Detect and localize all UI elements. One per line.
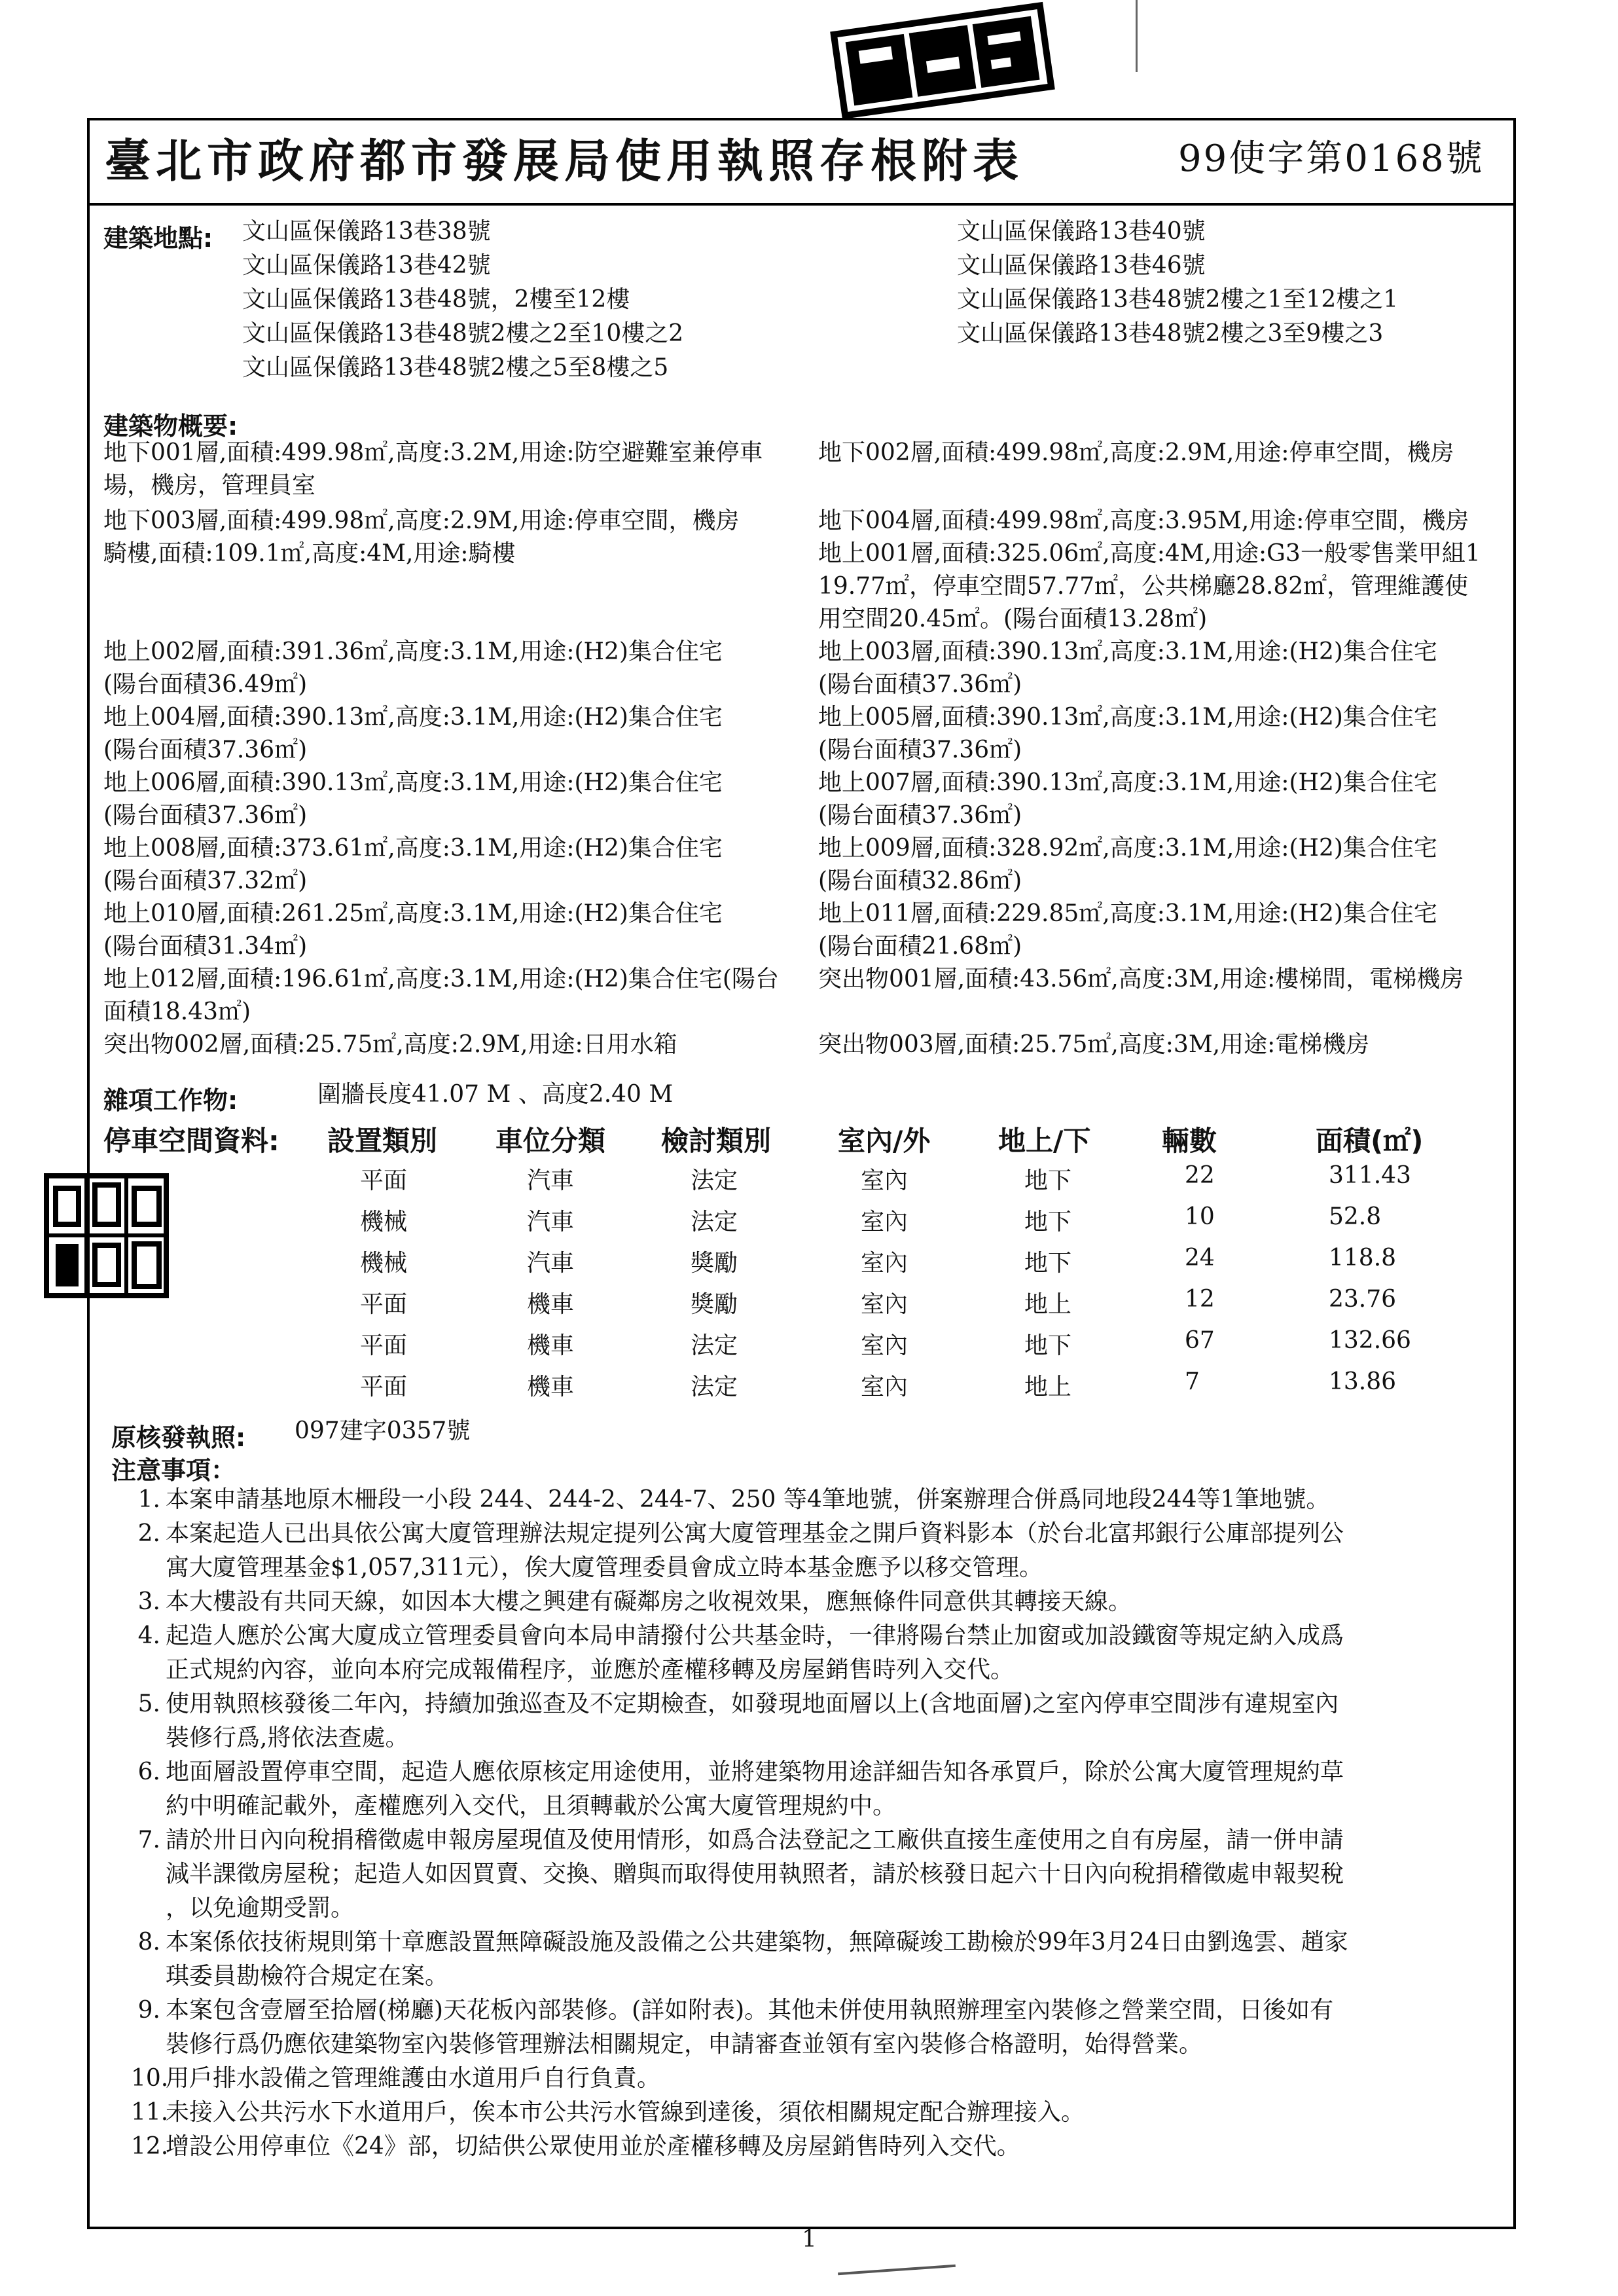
note-text-line: 未接入公共污水下水道用戶，俟本市公共污水管線到達後，須依相關規定配合辦理接入。	[166, 2099, 1085, 2126]
parking-cell-area: 311.43	[1329, 1162, 1411, 1189]
parking-cell-indoor: 室內	[861, 1374, 908, 1400]
parking-cell-review: 法定	[691, 1332, 738, 1359]
note-text-line: 裝修行爲仍應依建築物室內裝修管理辦法相關規定，申請審查並領有室內裝修合格證明，始得營業。	[166, 2031, 1203, 2058]
note-text-line: 裝修行爲,將依法查處。	[166, 1724, 409, 1751]
parking-cell-review: 法定	[691, 1167, 738, 1194]
note-text-line: 減半課徵房屋稅；起造人如因買賣、交換、贈與而取得使用執照者，請於核發日起六十日內向稅捐稽徵處申報契稅	[166, 1861, 1344, 1887]
page-title: 臺北市政府都市發展局使用執照存根附表	[105, 134, 1024, 188]
overview-right-line: 突出物001層,面積:43.56㎡,高度:3M,用途:樓梯間，電梯機房	[818, 966, 1464, 993]
parking-cell-indoor: 室內	[861, 1209, 908, 1235]
permit-number: 99使字第0168號	[1178, 137, 1484, 180]
note-item	[131, 2096, 1512, 2130]
overview-left-line: 地下001層,面積:499.98㎡,高度:3.2M,用途:防空避難室兼停車	[103, 439, 763, 466]
seal-stamp-top	[829, 0, 1056, 122]
overview-left-line: 地下003層,面積:499.98㎡,高度:2.9M,用途:停車空間，機房	[103, 507, 740, 534]
note-item	[131, 1687, 1512, 1755]
overview-left-line: 地上006層,面積:390.13㎡,高度:3.1M,用途:(H2)集合住宅	[103, 769, 723, 796]
parking-header-setup: 設置類別	[327, 1125, 438, 1157]
parking-cell-area: 13.86	[1329, 1368, 1397, 1395]
seal-stamp-left	[43, 1172, 170, 1300]
note-number: 8.	[137, 1929, 160, 1956]
parking-cell-level: 地下	[1024, 1167, 1072, 1194]
parking-cell-setup: 機械	[360, 1250, 408, 1277]
parking-cell-setup: 平面	[360, 1291, 408, 1318]
parking-cell-vehicle: 機車	[527, 1332, 575, 1359]
note-text-line: 本案包含壹層至拾層(梯廳)天花板內部裝修。(詳如附表)。其他未併使用執照辦理室內裝修之營業空間，日後如有	[166, 1997, 1334, 2024]
overview-left-line: 面積18.43㎡)	[103, 998, 251, 1025]
location-label: 建築地點:	[103, 224, 213, 253]
overview-left-line: (陽台面積37.32㎡)	[103, 867, 308, 894]
parking-header-count: 輛數	[1162, 1125, 1217, 1157]
note-text-line: 本案係依技術規則第十章應設置無障礙設施及設備之公共建築物，無障礙竣工勘檢於99年3月24日由劉逸雲、趙家	[166, 1929, 1348, 1956]
location-right-3: 文山區保儀路13巷48號2樓之1至12樓之1	[957, 286, 1399, 313]
parking-cell-area: 23.76	[1329, 1286, 1397, 1313]
parking-cell-count: 22	[1185, 1162, 1215, 1189]
note-number: 6.	[137, 1758, 160, 1785]
note-item	[131, 1585, 1512, 1619]
note-text-line: 本大樓設有共同天線，如因本大樓之興建有礙鄰房之收視效果，應無條件同意供其轉接天線。	[166, 1588, 1132, 1615]
overview-right-line: 地下004層,面積:499.98㎡,高度:3.95M,用途:停車空間，機房	[818, 507, 1469, 534]
overview-right-line: 地上003層,面積:390.13㎡,高度:3.1M,用途:(H2)集合住宅	[818, 638, 1437, 665]
parking-cell-indoor: 室內	[861, 1250, 908, 1277]
parking-cell-indoor: 室內	[861, 1167, 908, 1194]
overview-right-line: 地上007層,面積:390.13㎡,高度:3.1M,用途:(H2)集合住宅	[818, 769, 1437, 796]
parking-cell-level: 地上	[1024, 1291, 1072, 1318]
parking-cell-review: 法定	[691, 1374, 738, 1400]
note-text-line: 地面層設置停車空間，起造人應依原核定用途使用，並將建築物用途詳細告知各承買戶，除於公寓大廈管理規約草	[166, 1758, 1344, 1785]
parking-cell-setup: 平面	[360, 1167, 408, 1194]
overview-right-line: 地上005層,面積:390.13㎡,高度:3.1M,用途:(H2)集合住宅	[818, 704, 1437, 731]
note-text-line: 正式規約內容，並向本府完成報備程序，並應於產權移轉及房屋銷售時列入交代。	[166, 1656, 1015, 1683]
parking-header-vehicle: 車位分類	[495, 1125, 606, 1157]
overview-left-line: (陽台面積37.36㎡)	[103, 737, 308, 763]
overview-right-line: (陽台面積21.68㎡)	[818, 933, 1022, 960]
note-item	[131, 1994, 1512, 2062]
note-number: 11.	[131, 2099, 169, 2126]
parking-cell-count: 10	[1185, 1203, 1215, 1230]
location-left-5: 文山區保儀路13巷48號2樓之5至8樓之5	[242, 354, 669, 381]
note-text-line: 本案起造人已出具依公寓大廈管理辦法規定提列公寓大廈管理基金之開戶資料影本（於台北富邦銀行公庫部提列公	[166, 1520, 1344, 1547]
misc-works-label: 雜項工作物:	[103, 1086, 238, 1115]
overview-left-line: 地上008層,面積:373.61㎡,高度:3.1M,用途:(H2)集合住宅	[103, 835, 723, 862]
note-text-line: 約中明確記載外，產權應列入交代，且須轉載於公寓大廈管理規約中。	[166, 1793, 897, 1819]
note-number: 3.	[137, 1588, 160, 1615]
overview-left-line: 場，機房，管理員室	[103, 472, 316, 499]
parking-cell-vehicle: 機車	[527, 1374, 575, 1400]
parking-cell-count: 24	[1185, 1245, 1215, 1271]
original-permit-label: 原核發執照:	[111, 1423, 246, 1452]
note-text-line: 用戶排水設備之管理維護由水道用戶自行負責。	[166, 2065, 661, 2092]
overview-right-line: 地下002層,面積:499.98㎡,高度:2.9M,用途:停車空間，機房	[818, 439, 1454, 466]
parking-cell-vehicle: 汽車	[527, 1167, 575, 1194]
location-left-3: 文山區保儀路13巷48號，2樓至12樓	[242, 286, 630, 313]
note-text-line: 使用執照核發後二年內，持續加強巡查及不定期檢查，如發現地面層以上(含地面層)之室內停車空間涉有違規室內	[166, 1690, 1339, 1717]
overview-left-line: 地上002層,面積:391.36㎡,高度:3.1M,用途:(H2)集合住宅	[103, 638, 723, 665]
overview-left-line: (陽台面積36.49㎡)	[103, 671, 308, 698]
overview-left-line: 突出物002層,面積:25.75㎡,高度:2.9M,用途:日用水箱	[103, 1031, 677, 1058]
note-item	[131, 1619, 1512, 1687]
note-text-line: 寓大廈管理基金$1,057,311元），俟大廈管理委員會成立時本基金應予以移交管理。	[166, 1554, 1043, 1581]
location-left-4: 文山區保儀路13巷48號2樓之2至10樓之2	[242, 320, 684, 347]
overview-right-line: 地上001層,面積:325.06㎡,高度:4M,用途:G3一般零售業甲組1	[818, 540, 1481, 567]
overview-right-line: (陽台面積32.86㎡)	[818, 867, 1022, 894]
parking-header-area: 面積(㎡)	[1316, 1125, 1424, 1157]
overview-right-line: (陽台面積37.36㎡)	[818, 671, 1022, 698]
location-right-2: 文山區保儀路13巷46號	[957, 252, 1206, 279]
parking-header-level: 地上/下	[998, 1125, 1091, 1157]
parking-cell-review: 獎勵	[691, 1291, 738, 1318]
parking-cell-indoor: 室內	[861, 1291, 908, 1318]
parking-cell-area: 132.66	[1329, 1327, 1411, 1354]
note-item	[131, 1517, 1512, 1585]
parking-cell-vehicle: 汽車	[527, 1250, 575, 1277]
parking-cell-setup: 機械	[360, 1209, 408, 1235]
note-item	[131, 1755, 1512, 1823]
parking-cell-count: 7	[1185, 1368, 1200, 1395]
overview-left-line: (陽台面積31.34㎡)	[103, 933, 308, 960]
overview-left-line: (陽台面積37.36㎡)	[103, 802, 308, 829]
note-number: 12.	[131, 2133, 169, 2160]
note-item	[131, 2062, 1512, 2096]
overview-label: 建築物概要:	[103, 412, 238, 441]
parking-cell-level: 地下	[1024, 1209, 1072, 1235]
scan-mark	[1136, 0, 1138, 72]
overview-right-line: 地上011層,面積:229.85㎡,高度:3.1M,用途:(H2)集合住宅	[818, 900, 1437, 927]
note-number: 5.	[137, 1690, 160, 1717]
parking-cell-level: 地下	[1024, 1250, 1072, 1277]
parking-header-review: 檢討類別	[661, 1125, 772, 1157]
note-number: 1.	[137, 1486, 160, 1513]
overview-right-line: (陽台面積37.36㎡)	[818, 737, 1022, 763]
title-divider	[87, 203, 1516, 206]
note-item	[131, 1823, 1512, 1925]
parking-cell-setup: 平面	[360, 1374, 408, 1400]
note-text-line: 琪委員勘檢符合規定在案。	[166, 1963, 449, 1990]
location-right-4: 文山區保儀路13巷48號2樓之3至9樓之3	[957, 320, 1384, 347]
scan-mark-bottom	[838, 2265, 956, 2276]
note-item	[131, 1925, 1512, 1994]
parking-cell-indoor: 室內	[861, 1332, 908, 1359]
overview-right-line: 19.77㎡，停車空間57.77㎡，公共梯廳28.82㎡，管理維護使	[818, 573, 1469, 600]
note-text-line: 增設公用停車位《24》部，切結供公眾使用並於產權移轉及房屋銷售時列入交代。	[166, 2133, 1020, 2160]
parking-cell-setup: 平面	[360, 1332, 408, 1359]
location-left-2: 文山區保儀路13巷42號	[242, 252, 491, 279]
overview-left-line: 地上012層,面積:196.61㎡,高度:3.1M,用途:(H2)集合住宅(陽台	[103, 966, 779, 993]
note-text-line: 本案申請基地原木柵段一小段 244、244-2、244-7、250 等4筆地號，併案辦理合併爲同地段244等1筆地號。	[166, 1486, 1330, 1513]
note-item	[131, 1483, 1512, 1517]
parking-cell-vehicle: 汽車	[527, 1209, 575, 1235]
note-number: 7.	[137, 1827, 160, 1853]
parking-cell-count: 12	[1185, 1286, 1215, 1313]
note-text-line: ，以免逾期受罰。	[166, 1895, 355, 1922]
note-number: 10.	[131, 2065, 169, 2092]
original-permit-value: 097建字0357號	[295, 1417, 471, 1444]
page-number: 1	[802, 2226, 817, 2253]
overview-right-line: 地上009層,面積:328.92㎡,高度:3.1M,用途:(H2)集合住宅	[818, 835, 1437, 862]
location-left-1: 文山區保儀路13巷38號	[242, 218, 491, 245]
parking-cell-level: 地下	[1024, 1332, 1072, 1359]
parking-cell-vehicle: 機車	[527, 1291, 575, 1318]
parking-cell-review: 法定	[691, 1209, 738, 1235]
overview-right-line: 用空間20.45㎡。(陽台面積13.28㎡)	[818, 606, 1208, 632]
overview-right-line: 突出物003層,面積:25.75㎡,高度:3M,用途:電梯機房	[818, 1031, 1370, 1058]
parking-cell-area: 52.8	[1329, 1203, 1382, 1230]
overview-right-line: (陽台面積37.36㎡)	[818, 802, 1022, 829]
note-number: 9.	[137, 1997, 160, 2024]
parking-cell-count: 67	[1185, 1327, 1215, 1354]
note-text-line: 請於卅日內向稅捐稽徵處申報房屋現值及使用情形，如爲合法登記之工廠供直接生產使用之自有房屋，請一併申請	[166, 1827, 1344, 1853]
misc-works-value: 圍牆長度41.07 M 、高度2.40 M	[317, 1081, 674, 1108]
parking-cell-review: 獎勵	[691, 1250, 738, 1277]
note-number: 4.	[137, 1622, 160, 1649]
parking-header-indoor: 室內/外	[838, 1125, 931, 1157]
overview-left-line: 騎樓,面積:109.1㎡,高度:4M,用途:騎樓	[103, 540, 516, 567]
overview-left-line: 地上004層,面積:390.13㎡,高度:3.1M,用途:(H2)集合住宅	[103, 704, 723, 731]
overview-left-line: 地上010層,面積:261.25㎡,高度:3.1M,用途:(H2)集合住宅	[103, 900, 723, 927]
parking-label: 停車空間資料:	[103, 1125, 279, 1157]
parking-cell-level: 地上	[1024, 1374, 1072, 1400]
note-number: 2.	[137, 1520, 160, 1547]
parking-cell-area: 118.8	[1329, 1245, 1397, 1271]
notes-label: 注意事項：	[111, 1456, 236, 1485]
location-right-1: 文山區保儀路13巷40號	[957, 218, 1206, 245]
note-text-line: 起造人應於公寓大廈成立管理委員會向本局申請撥付公共基金時，一律將陽台禁止加窗或加設鐵窗等規定納入成爲	[166, 1622, 1344, 1649]
note-item	[131, 2130, 1512, 2164]
